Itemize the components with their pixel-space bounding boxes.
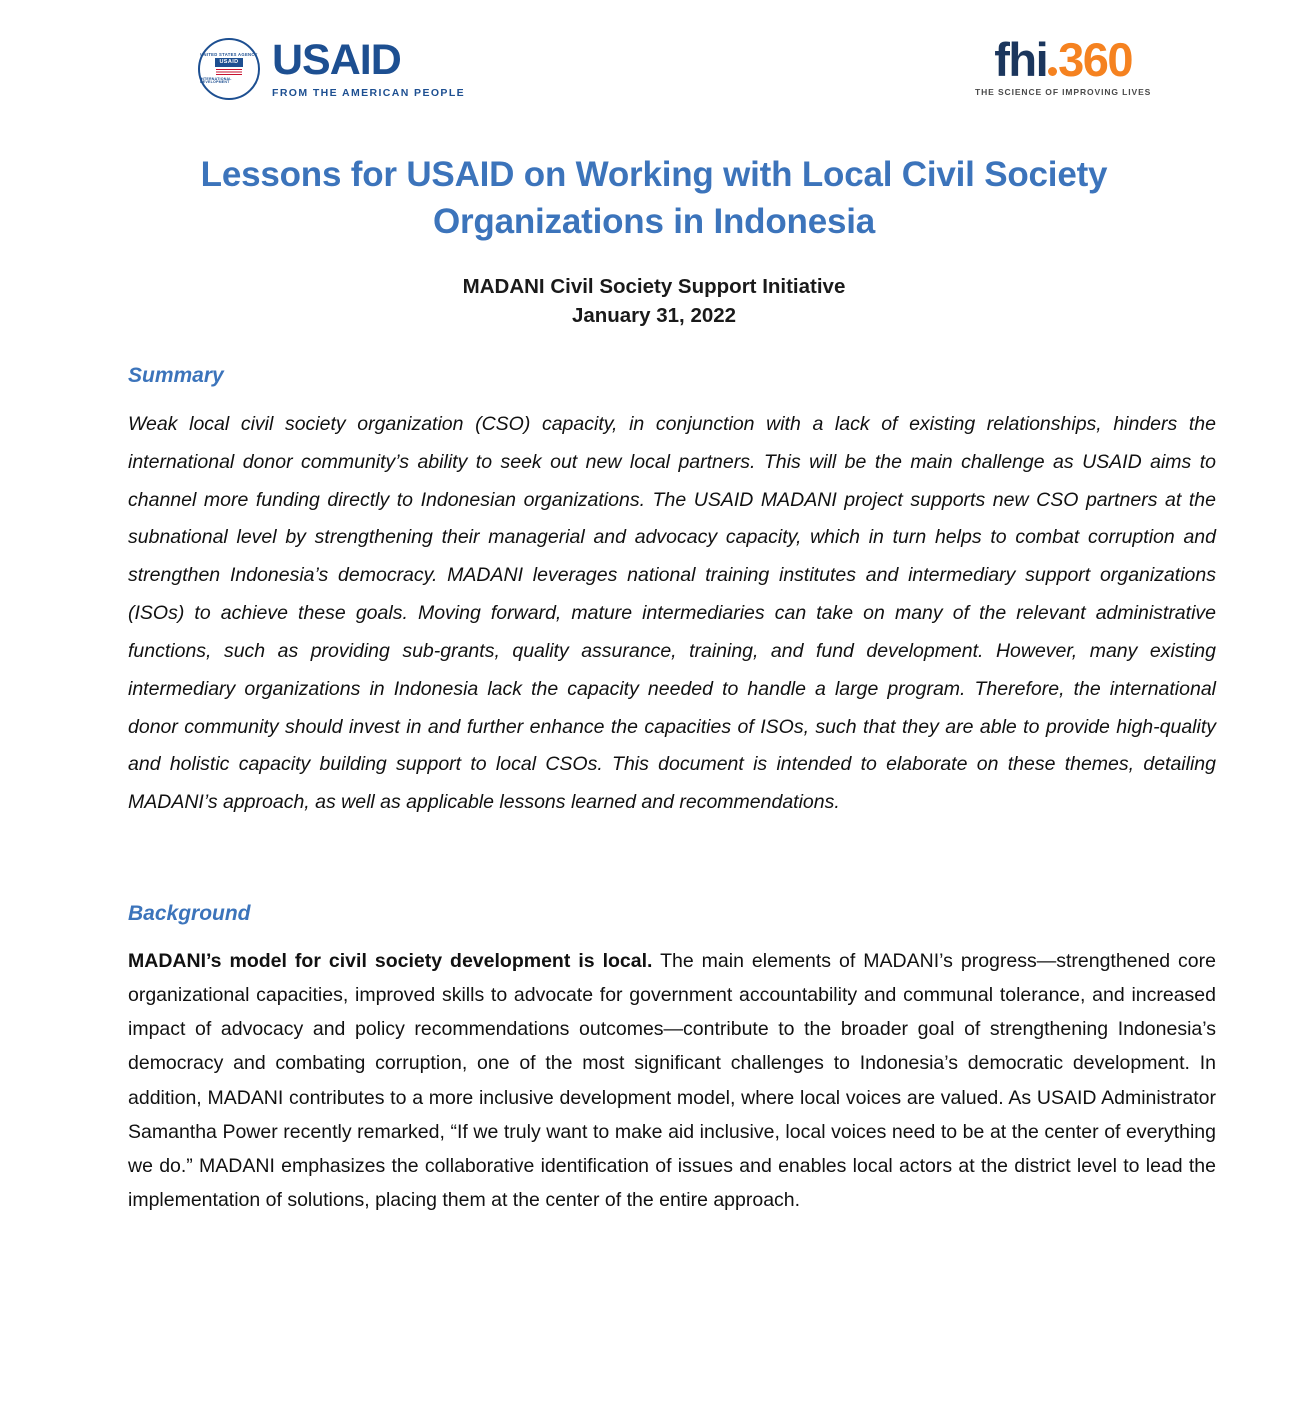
fhi360-mark-left: fhi [994, 33, 1048, 86]
fhi360-logo [975, 33, 1152, 97]
background-body-text: The main elements of MADANI’s progress—strengthened core organizational capacities, improved skills to advocate for government accountability and communal tolerance, and increased impact of advocacy and policy recommendations outcomes—contribute to the broader goal of strengthening Indonesia’s democracy and combating corruption, one of the most significant challenges to Indonesia’s democratic development. In addition, MADANI contributes to a more inclusive development model, where local voices are valued. As USAID Administrator Samantha Power recently remarked, “If we truly want to make aid inclusive, local voices need to be at the center of everything we do.” MADANI emphasizes the collaborative identification of issues and enables local actors at the district level to lead the implementation of solutions, placing them at the center of the entire approach. [128, 950, 1216, 1211]
usaid-seal-bottom-text: INTERNATIONAL DEVELOPMENT [200, 76, 232, 85]
summary-paragraph: Weak local civil society organization (CSO) capacity, in conjunction with a lack of existing relationships, hinders the international donor community’s ability to seek out new local partners. This will be the main challenge as USAID aims to channel more funding directly to Indonesian organizations. The USAID MADANI project supports new CSO partners at the subnational level by strengthening their managerial and advocacy capacity, which in turn helps to combat corruption and strengthen Indonesia’s democracy. MADANI leverages national training institutes and intermediary support organizations (ISOs) to achieve these goals. Moving forward, mature intermediaries can take on many of the relevant administrative functions, such as providing sub-grants, quality assurance, training, and fund development. However, many existing intermediary organizations in Indonesia lack the capacity needed to handle a large program. Therefore, the international donor community should invest in and further enhance the capacities of ISOs, such that they are able to provide high-quality and holistic capacity building support to local CSOs. This document is intended to elaborate on these themes, detailing MADANI’s approach, as well as applicable lessons learned and recommendations. [128, 413, 1216, 814]
fhi360-mark-right: 360 [1058, 33, 1133, 86]
section-spacer [128, 822, 1216, 868]
section-heading-background: Background [128, 902, 251, 926]
subtitle-initiative: MADANI Civil Society Support Initiative [462, 274, 846, 298]
fhi360-tagline: THE SCIENCE OF IMPROVING LIVES [975, 87, 1152, 97]
background-lead-sentence: MADANI’s model for civil society development is local. [128, 950, 653, 973]
fhi360-dot-icon [1048, 67, 1057, 76]
fhi360-mark [975, 33, 1151, 86]
usaid-tagline: FROM THE AMERICAN PEOPLE [272, 87, 466, 99]
usaid-seal-badge: USAID [215, 58, 242, 67]
document-subtitle [0, 272, 1308, 330]
usaid-logo [198, 38, 465, 100]
usaid-wordmark [272, 36, 466, 99]
subtitle-date: January 31, 2022 [571, 303, 737, 327]
document-body [128, 364, 1216, 1217]
usaid-seal-icon [198, 38, 260, 100]
usaid-seal-top-text: UNITED STATES AGENCY [200, 52, 258, 58]
usaid-seal-stripes [216, 69, 242, 76]
page-title: Lessons for USAID on Working with Local Civil Society Organizations in Indonesia [200, 155, 1108, 241]
logo-header [0, 0, 1308, 130]
background-paragraph [128, 944, 1216, 1217]
usaid-wordmark-text: USAID [272, 36, 401, 84]
section-heading-summary: Summary [128, 364, 224, 387]
